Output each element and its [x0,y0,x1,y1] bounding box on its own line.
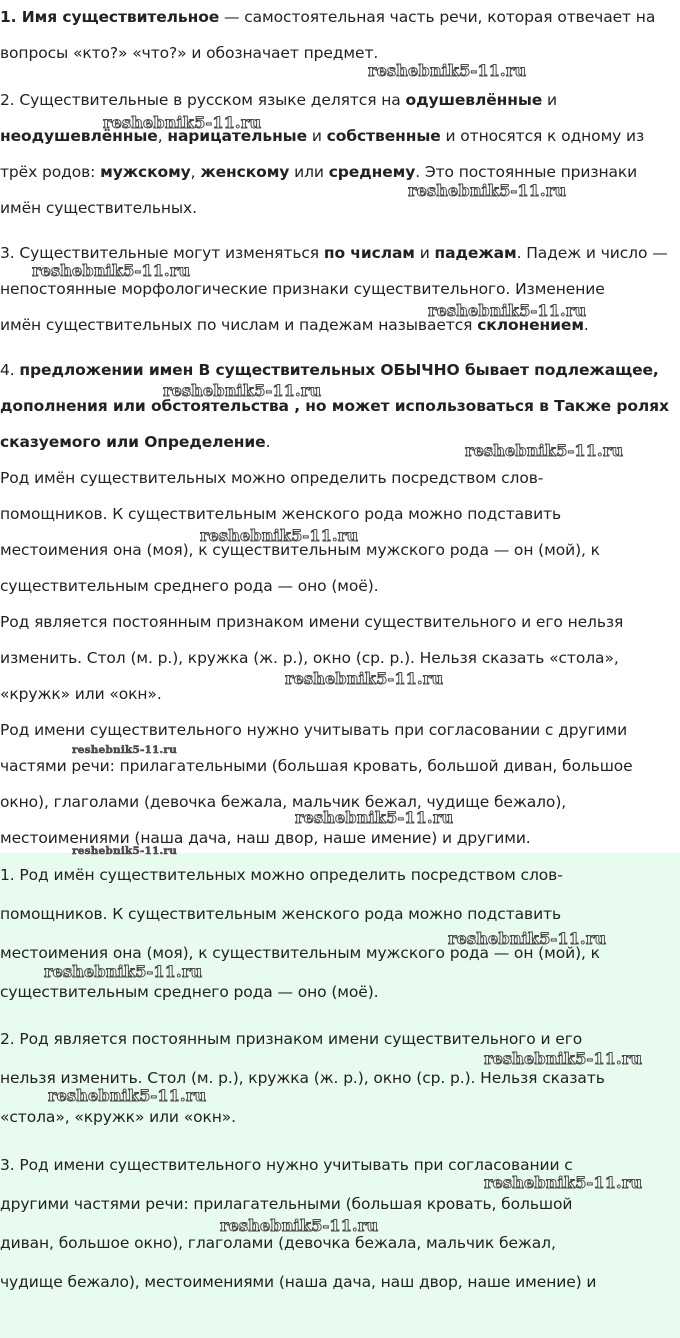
theory-p5-line4: существительным среднего рода — оно (моё). [0,577,379,595]
theory-p4-line2: дополнения или обстоятельства , но может использоваться в Также ролях [0,397,669,415]
answer-a1-line3: местоимения она (моя), к существительным мужского рода — он (мой), к [0,944,600,962]
answer-a3-line2: другими частями речи: прилагательными (большая кровать, большой [0,1195,573,1213]
theory-p2-line1: 2. Существительные в русском языке делятся на одушевлённые и [0,91,557,109]
theory-p2-line3: трёх родов: мужскому, женскому или среднему. Это постоянные признаки [0,163,638,181]
watermark: reshebnik5-11.ru [484,1173,643,1192]
theory-p1-line1: 1. Имя существительное — самостоятельная часть речи, которая отвечает на [0,8,656,26]
watermark: reshebnik5-11.ru [465,441,624,460]
watermark: reshebnik5-11.ru [72,744,177,756]
theory-p6-line3: «кружк» или «окн». [0,685,162,703]
answer-a2-line1: 2. Род является постоянным признаком имени существительного и его [0,1030,583,1048]
answer-a3-line3: диван, большое окно), глаголами (девочка бежала, мальчик бежал, [0,1234,556,1252]
answer-a1-line2: помощников. К существительным женского рода можно подставить [0,905,562,923]
theory-p5-line3: местоимения она (моя), к существительным мужского рода — он (мой), к [0,541,600,559]
answer-a1-line1: 1. Род имён существительных можно определить посредством слов- [0,866,563,884]
watermark: reshebnik5-11.ru [163,381,322,400]
answer-a2-line3: «стола», «кружк» или «окн». [0,1108,237,1126]
theory-p4-line3: сказуемого или Определение. [0,433,271,451]
theory-p3-line1: 3. Существительные могут изменяться по числам и падежам. Падеж и число — [0,244,668,262]
answer-a1-line4: существительным среднего рода — оно (моё). [0,983,379,1001]
theory-p6-line1: Род является постоянным признаком имени существительного и его нельзя [0,613,624,631]
theory-p3-line3: имён существительных по числам и падежам называется склонением. [0,316,589,334]
watermark: reshebnik5-11.ru [408,181,567,200]
watermark: reshebnik5-11.ru [285,669,444,688]
theory-p2-line2: неодушевлённые, нарицательные и собственные и относятся к одному из [0,127,645,145]
answer-a3-line1: 3. Род имени существительного нужно учитывать при согласовании с [0,1156,573,1174]
theory-p1-line2: вопросы «кто?» «что?» и обозначает предмет. [0,44,379,62]
watermark: reshebnik5-11.ru [220,1216,379,1235]
answer-a3-line4: чудище бежало), местоимениями (наша дача, наш двор, наше имение) и [0,1273,597,1291]
theory-p7-line3: окно), глаголами (девочка бежала, мальчик бежал, чудище бежало), [0,793,567,811]
watermark: reshebnik5-11.ru [32,261,191,280]
theory-p4-line1: 4. предложении имен В существительных ОБЫЧНО бывает подлежащее, [0,361,659,379]
theory-p7-line4: местоимениями (наша дача, наш двор, наше имение) и другими. [0,829,531,847]
watermark: reshebnik5-11.ru [200,526,359,545]
watermark: reshebnik5-11.ru [448,929,607,948]
watermark: reshebnik5-11.ru [484,1049,643,1068]
watermark: reshebnik5-11.ru [44,962,203,981]
watermark: reshebnik5-11.ru [72,845,177,857]
theory-p5-line2: помощников. К существительным женского рода можно подставить [0,505,562,523]
theory-p6-line2: изменить. Стол (м. р.), кружка (ж. р.), окно (ср. р.). Нельзя сказать «стола», [0,649,619,667]
watermark: reshebnik5-11.ru [295,808,454,827]
watermark: reshebnik5-11.ru [48,1086,207,1105]
theory-p7-line1: Род имени существительного нужно учитывать при согласовании с другими [0,721,628,739]
theory-p5-line1: Род имён существительных можно определить посредством слов- [0,469,544,487]
theory-p3-line2: непостоянные морфологические признаки существительного. Изменение [0,280,605,298]
watermark: reshebnik5-11.ru [428,301,587,320]
theory-p7-line2: частями речи: прилагательными (большая кровать, большой диван, большое [0,757,633,775]
watermark: reshebnik5-11.ru [103,113,262,132]
watermark: reshebnik5-11.ru [368,61,527,80]
theory-p2-line4: имён существительных. [0,199,197,217]
answer-a2-line2: нельзя изменить. Стол (м. р.), кружка (ж. р.), окно (ср. р.). Нельзя сказать [0,1069,605,1087]
